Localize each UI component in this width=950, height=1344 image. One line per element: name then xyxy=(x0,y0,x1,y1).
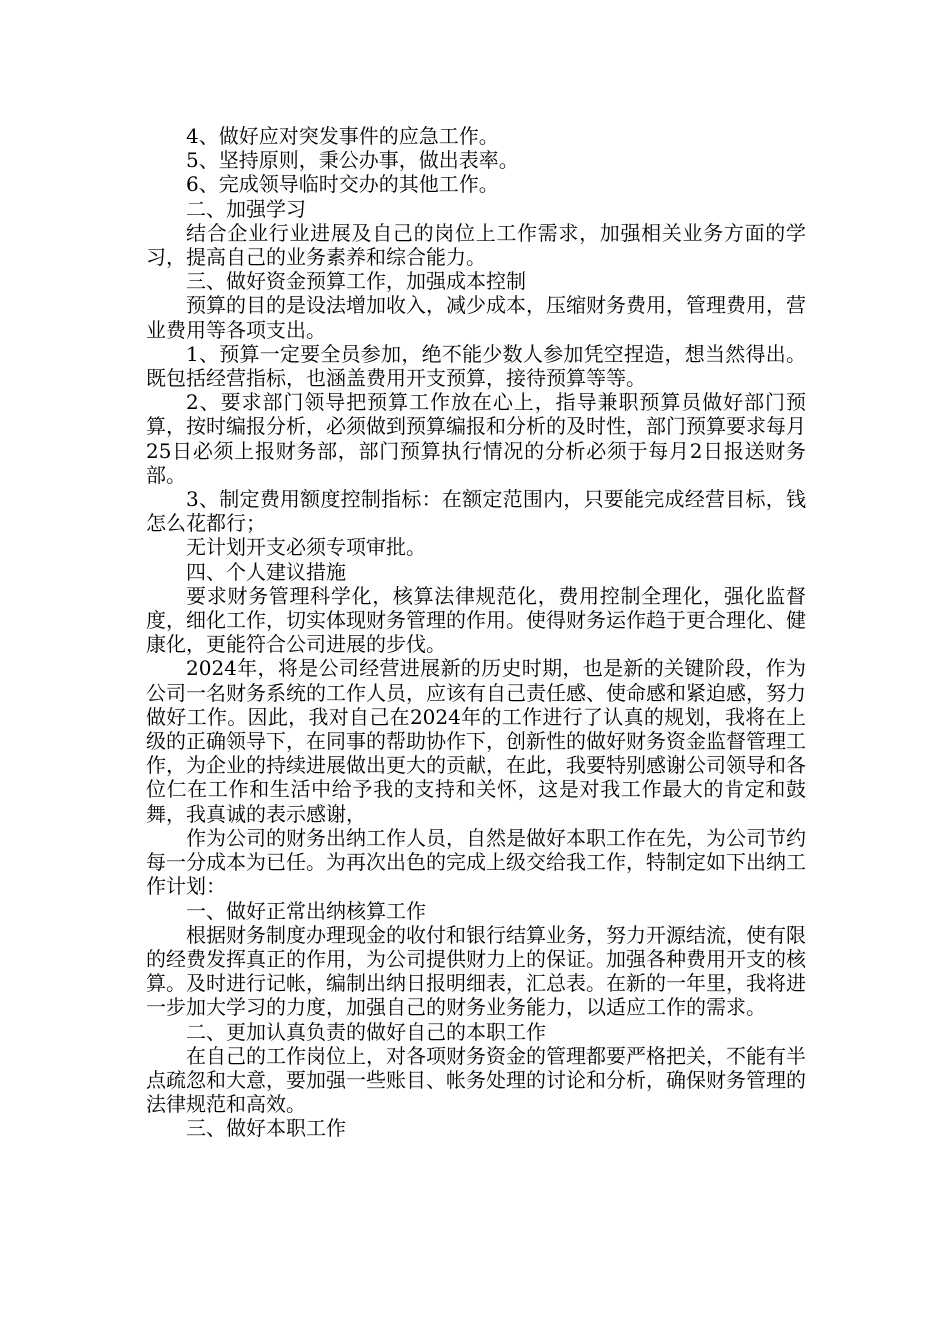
paragraph: 2024年，将是公司经营进展新的历史时期，也是新的关键阶段，作为公司一名财务系统的工作人员，应该有自己责任感、使命感和紧迫感，努力做好工作。因此，我对自己在2024年的工作进行了认真的规划，我将在上级的正确领导下，在同事的帮助协作下，创新性的做好财务资金监督管理工作，为企业的持续进展做出更大的贡献，在此，我要特别感谢公司领导和各位仁在工作和生活中给予我的支持和关怀，这是对我工作最大的肯定和鼓舞，我真诚的表示感谢， xyxy=(146,656,806,826)
paragraph: 预算的目的是设法增加收入，减少成本，压缩财务费用，管理费用，营业费用等各项支出。 xyxy=(146,293,806,342)
paragraph: 2、要求部门领导把预算工作放在心上，指导兼职预算员做好部门预算，按时编报分析，必须做到预算编报和分析的及时性，部门预算要求每月25日必须上报财务部，部门预算执行情况的分析必须于每月2日报送财务部。 xyxy=(146,390,806,487)
section-heading: 一、做好正常出纳核算工作 xyxy=(186,898,426,923)
paragraph: 6、完成领导临时交办的其他工作。 xyxy=(186,172,499,197)
section-heading: 四、个人建议措施 xyxy=(186,559,346,584)
paragraph: 根据财务制度办理现金的收付和银行结算业务，努力开源结流，使有限的经费发挥真正的作用，为公司提供财力上的保证。加强各种费用开支的核算。及时进行记帐，编制出纳日报明细表，汇总表。在新的一年里，我将进一步加大学习的力度，加强自己的财务业务能力，以适应工作的需求。 xyxy=(146,922,806,1020)
paragraph: 无计划开支必须专项审批。 xyxy=(186,535,426,560)
paragraph: 4、做好应对突发事件的应急工作。 xyxy=(186,124,499,148)
paragraph: 作为公司的财务出纳工作人员，自然是做好本职工作在先，为公司节约每一分成本为已任。为再次出色的完成上级交给我工作，特制定如下出纳工作计划： xyxy=(146,825,806,899)
paragraph: 5、坚持原则，秉公办事，做出表率。 xyxy=(186,148,519,173)
section-heading: 二、更加认真负责的做好自己的本职工作 xyxy=(186,1019,546,1044)
document-body xyxy=(146,124,806,1141)
paragraph: 1、预算一定要全员参加，绝不能少数人参加凭空捏造，想当然得出。既包括经营指标，也涵盖费用开支预算，接待预算等等。 xyxy=(146,341,806,391)
paragraph: 要求财务管理科学化，核算法律规范化，费用控制全理化，强化监督度，细化工作，切实体现财务管理的作用。使得财务运作趋于更合理化、健康化，更能符合公司进展的步伐。 xyxy=(146,583,806,657)
paragraph: 3、制定费用额度控制指标：在额定范围内，只要能完成经营目标，钱怎么花都行； xyxy=(146,487,806,536)
section-heading: 三、做好资金预算工作，加强成本控制 xyxy=(186,269,526,294)
section-heading: 三、做好本职工作 xyxy=(186,1116,346,1141)
section-heading: 二、加强学习 xyxy=(186,196,306,221)
paragraph: 结合企业行业进展及自己的岗位上工作需求，加强相关业务方面的学习，提高自己的业务素养和综合能力。 xyxy=(146,220,806,270)
paragraph: 在自己的工作岗位上，对各项财务资金的管理都要严格把关，不能有半点疏忽和大意，要加强一些账目、帐务处理的讨论和分析，确保财务管理的法律规范和高效。 xyxy=(146,1043,806,1117)
